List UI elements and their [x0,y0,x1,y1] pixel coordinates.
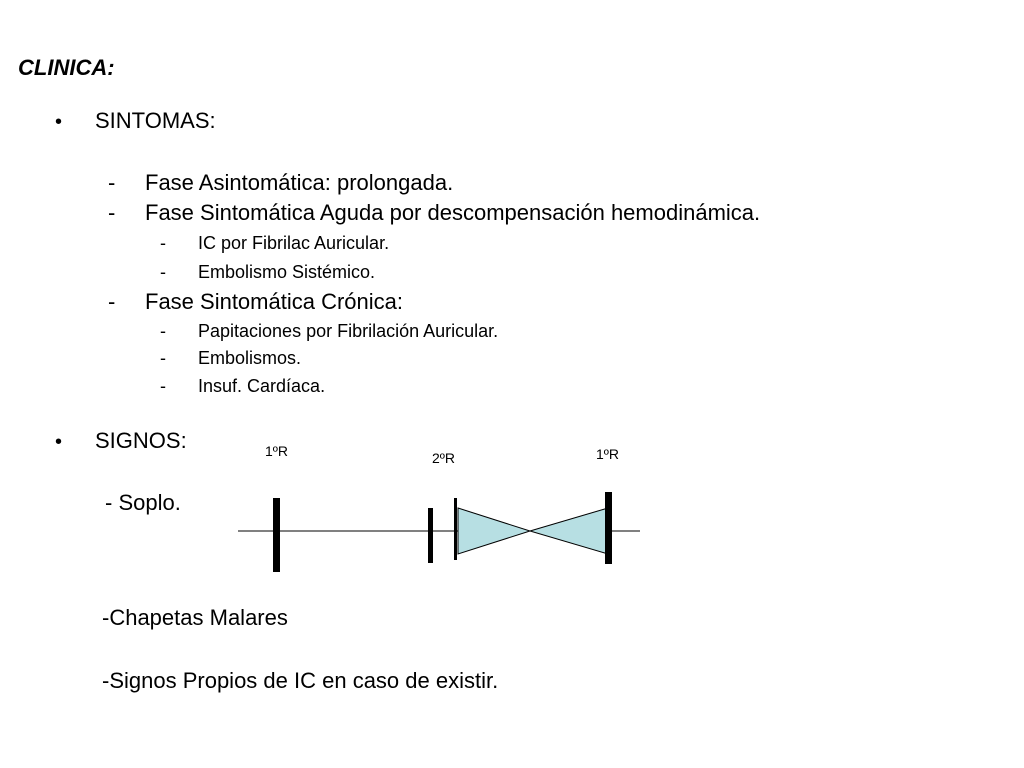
first-sound-bar-end [605,492,612,564]
signo-chapetas: -Chapetas Malares [102,605,288,630]
list-item-dash: - [108,289,116,314]
sublist-item-dash: - [160,321,166,341]
list-item-dash: - [108,200,116,225]
sublist-item-palpitaciones: Papitaciones por Fibrilación Auricular. [198,321,499,341]
sublist-item-dash: - [160,262,166,282]
sublist-item-dash: - [160,348,166,368]
first-sound-bar [273,498,280,572]
list-item-dash: - [108,170,116,195]
sublist-item-dash: - [160,376,166,396]
bullet-sintomas: • [55,111,63,133]
sublist-item-dash: - [160,233,166,253]
bullet-signos: • [55,431,63,453]
signo-soplo: - Soplo. [105,490,181,515]
sublist-item-ic-fibrilac: IC por Fibrilac Auricular. [198,233,390,253]
label-first-sound-end: 1ºR [596,446,620,462]
sintomas-heading: SINTOMAS: [95,108,216,133]
page-title: CLINICA: [18,55,115,80]
signos-heading: SIGNOS: [95,428,187,453]
list-item-fase-asintomatica: Fase Asintomática: prolongada. [145,170,454,195]
sublist-item-embolismo-sistemico: Embolismo Sistémico. [198,262,376,282]
opening-snap-bar [454,498,457,560]
signo-propios-ic: -Signos Propios de IC en caso de existir. [102,668,499,693]
sublist-item-embolismos: Embolismos. [198,348,302,368]
label-second-sound: 2ºR [432,450,456,466]
list-item-fase-aguda: Fase Sintomática Aguda por descompensación hemodinámica. [145,200,761,225]
sublist-item-insuf-cardiaca: Insuf. Cardíaca. [198,376,326,396]
list-item-fase-cronica: Fase Sintomática Crónica: [145,289,403,314]
label-first-sound: 1ºR [265,443,289,459]
second-sound-bar [428,508,433,563]
murmur-crescendo-right [530,508,608,554]
murmur-crescendo-left [458,508,530,554]
